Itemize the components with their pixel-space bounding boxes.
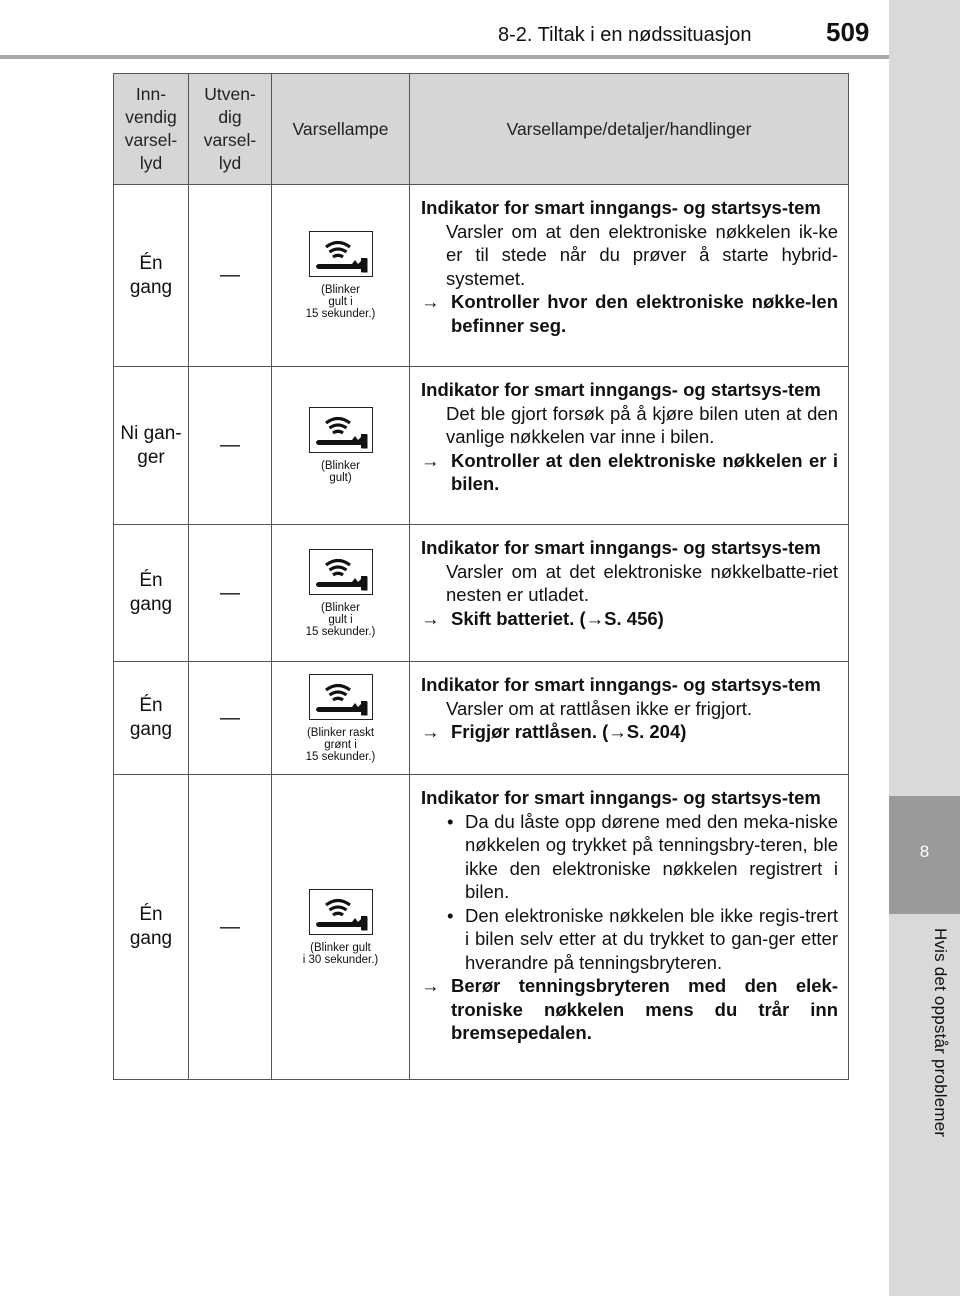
detail-title: Indikator for smart inngangs- og startsys-tem [421,787,821,808]
interior-buzzer-value: Én gang [129,252,173,298]
interior-buzzer-value: Én gang [129,904,173,949]
chapter-title: Hvis det oppstår problemer [931,928,950,1138]
exterior-buzzer-value: — [220,915,240,938]
detail-title: Indikator for smart inngangs- og startsys-tem [421,674,821,695]
exterior-buzzer-value: — [220,264,240,286]
details-cell [410,525,849,662]
exterior-buzzer-value: — [220,706,240,729]
warning-light-cell [272,775,410,1080]
exterior-buzzer-cell [189,525,272,662]
warning-light-note: (Blinker gult i 15 sekunder.) [305,284,376,320]
warning-light-cell [272,367,410,525]
col-exterior-buzzer-label: Utven- dig varsel- lyd [203,84,257,173]
detail-bullet [421,904,838,975]
table-header-row [114,74,849,185]
warning-light-box [309,407,373,453]
action-text: Berør tenningsbryteren med den elek-troniske nøkkelen mens du trår inn bremsepedalen. [451,975,838,1043]
arrow-icon: → [421,607,440,629]
smart-key-indicator-icon [312,234,370,274]
arrow-icon: → [421,291,440,312]
action-text: Skift batteriet. (→S. 456) [451,607,664,629]
arrow-icon: → [421,449,440,471]
detail-action [421,449,838,496]
detail-action [421,974,838,1045]
exterior-buzzer-cell [189,367,272,525]
detail-title: Indikator for smart inngangs- og startsys-tem [421,537,821,558]
col-warning-light [272,74,410,185]
warning-light-cell [272,185,410,367]
detail-action [421,290,838,337]
exterior-buzzer-cell [189,662,272,775]
exterior-buzzer-cell [189,775,272,1080]
interior-buzzer-value: Ni gan- ger [120,422,182,468]
warning-light-note: (Blinker gult i 15 sekunder.) [305,601,376,638]
detail-action [421,720,838,744]
warning-light-note: (Blinker raskt grønt i 15 sekunder.) [305,726,376,763]
table-row [114,185,849,367]
detail-action [421,607,838,631]
table-row [114,775,849,1080]
detail-title: Indikator for smart inngangs- og startsys-tem [421,197,821,218]
arrow-icon: → [421,721,440,742]
exterior-buzzer-cell [189,185,272,367]
smart-key-indicator-icon [312,892,370,932]
header-rule [0,55,889,59]
warning-light-box [309,674,373,720]
exterior-buzzer-value: — [220,434,240,456]
col-exterior-buzzer [189,74,272,185]
interior-buzzer-value: Én gang [129,695,173,740]
smart-key-indicator-icon [312,552,370,592]
smart-key-indicator-icon [312,677,370,717]
details-cell [410,775,849,1080]
col-details [410,74,849,185]
col-warning-light-label: Varsellampe [292,118,389,139]
action-text: Kontroller hvor den elektroniske nøkke-len befinner seg. [451,291,838,336]
interior-buzzer-cell [114,662,189,775]
detail-bullet [421,810,838,904]
interior-buzzer-cell [114,775,189,1080]
arrow-icon: → [421,975,440,996]
table-row [114,662,849,775]
detail-title: Indikator for smart inngangs- og startsys-tem [421,379,821,400]
detail-text: Varsler om at rattlåsen ikke er frigjort. [446,697,753,719]
interior-buzzer-cell [114,525,189,662]
warning-table [113,73,849,1080]
page-number: 509 [826,17,870,47]
col-interior-buzzer-label: Inn- vendig varsel- lyd [124,84,178,173]
col-details-label: Varsellampe/detaljer/handlinger [506,118,752,139]
interior-buzzer-cell [114,367,189,525]
warning-light-cell [272,525,410,662]
bullet-text: Den elektroniske nøkkelen ble ikke regis-trert i bilen selv etter at du trykket to gan-ger etter hverandre på tenningsbryteren. [465,904,838,973]
detail-text: Varsler om at det elektroniske nøkkelbatte-riet nesten er utladet. [446,560,838,605]
action-text: Frigjør rattlåsen. (→S. 204) [451,721,687,742]
details-cell [410,185,849,367]
action-text: Kontroller at den elektroniske nøkkelen er i bilen. [451,449,838,494]
bullet-dot: • [447,904,454,926]
warning-light-box [309,889,373,935]
chapter-number: 8 [919,842,930,861]
detail-text: Varsler om at den elektroniske nøkkelen ik-ke er til stede når du prøver å starte hybrid-systemet. [446,220,838,289]
details-cell [410,662,849,775]
exterior-buzzer-value: — [220,581,240,604]
warning-light-note: (Blinker gult) [321,460,360,484]
warning-light-cell [272,662,410,775]
table-row [114,367,849,525]
col-interior-buzzer [114,74,189,185]
details-cell [410,367,849,525]
detail-text: Det ble gjort forsøk på å kjøre bilen uten at den vanlige nøkkelen var inne i bilen. [446,402,838,447]
interior-buzzer-cell [114,185,189,367]
smart-key-indicator-icon [312,410,370,450]
warning-light-box [309,231,373,277]
warning-light-box [309,549,373,595]
interior-buzzer-value: Én gang [129,570,173,615]
section-title: 8-2. Tiltak i en nødssituasjon [498,24,752,46]
bullet-dot: • [447,810,454,832]
bullet-text: Da du låste opp dørene med den meka-niske nøkkelen og trykket på tenningsbry-teren, ble ikke den elektroniske nøkkelen registrert i bilen. [465,810,838,902]
table-row [114,525,849,662]
warning-light-note: (Blinker gult i 30 sekunder.) [302,941,379,966]
